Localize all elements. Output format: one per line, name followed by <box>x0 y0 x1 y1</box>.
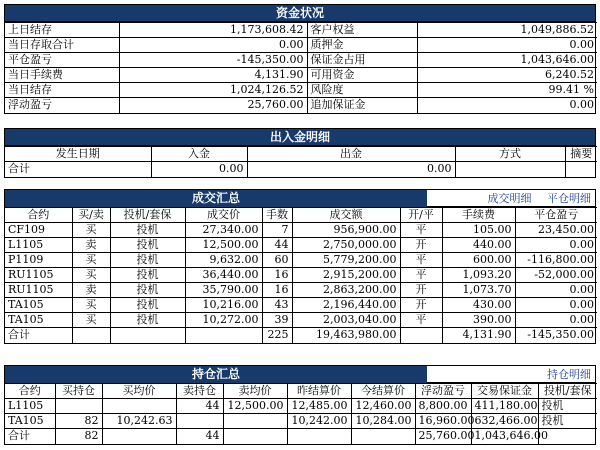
total-cell: 合计 <box>5 328 72 343</box>
table-cell: 8,800.00 <box>415 399 471 414</box>
table-cell: 买 <box>72 298 110 313</box>
col-header: 买持仓 <box>55 384 102 399</box>
col-header: 买/卖 <box>72 208 110 223</box>
table-row <box>5 283 597 298</box>
table-cell: 投机 <box>110 268 185 283</box>
trade-summary-panel <box>4 189 596 344</box>
table-cell: 开 <box>400 283 442 298</box>
position-summary-panel <box>4 365 596 445</box>
table-cell: 12,485.00 <box>287 399 351 414</box>
table-cell: 1,073.70 <box>442 283 515 298</box>
col-header: 开/平 <box>400 208 442 223</box>
table-cell: 开 <box>400 298 442 313</box>
fund-left-value: 1,173,608.42 <box>119 23 307 38</box>
table-cell: 10,242.00 <box>287 414 351 429</box>
deposit-withdraw-total-row <box>5 162 597 177</box>
table-cell: 卖 <box>72 238 110 253</box>
fund-right-value: 6,240.52 <box>417 68 597 83</box>
total-cell: 82 <box>55 429 102 444</box>
table-cell: -116,800.00 <box>515 253 597 268</box>
table-cell: 12,500.00 <box>185 238 262 253</box>
table-cell: 投机 <box>110 238 185 253</box>
fund-right-label: 可用资金 <box>307 68 417 83</box>
table-cell: L1105 <box>5 399 55 414</box>
table-cell: 买 <box>72 253 110 268</box>
table-cell: 16 <box>262 283 292 298</box>
position-summary-links <box>535 366 591 383</box>
table-cell: -52,000.00 <box>515 268 597 283</box>
col-header: 浮动盈亏 <box>415 384 471 399</box>
table-cell: 平 <box>400 313 442 328</box>
table-cell <box>223 414 287 429</box>
total-cell <box>185 328 262 343</box>
table-cell: TA105 <box>5 298 72 313</box>
table-cell: 买 <box>72 313 110 328</box>
fund-row <box>5 53 597 68</box>
table-row <box>5 414 597 429</box>
table-cell: 平 <box>400 253 442 268</box>
table-row <box>5 298 597 313</box>
fund-right-label: 客户权益 <box>307 23 417 38</box>
table-cell: 43 <box>262 298 292 313</box>
table-cell: 2,915,200.00 <box>292 268 400 283</box>
table-cell: 600.00 <box>442 253 515 268</box>
fund-right-label: 质押金 <box>307 38 417 53</box>
table-cell: 390.00 <box>442 313 515 328</box>
col-header: 入金 <box>151 147 247 162</box>
position-total-row <box>5 429 597 444</box>
deposit-withdraw-panel <box>4 128 596 178</box>
table-cell: 2,863,200.00 <box>292 283 400 298</box>
table-cell: 10,216.00 <box>185 298 262 313</box>
fund-right-label: 风险度 <box>307 83 417 98</box>
trade-summary-titlebar <box>5 190 595 207</box>
table-cell: 卖 <box>72 283 110 298</box>
table-cell <box>176 414 223 429</box>
col-header: 方式 <box>455 147 565 162</box>
col-header: 手续费 <box>442 208 515 223</box>
table-cell: 23,450.00 <box>515 223 597 238</box>
table-cell: 0.00 <box>515 313 597 328</box>
total-method <box>455 162 565 177</box>
fund-row <box>5 68 597 83</box>
table-row <box>5 253 597 268</box>
table-cell: 82 <box>55 414 102 429</box>
fund-left-label: 当日结存 <box>5 83 119 98</box>
table-cell: RU1105 <box>5 283 72 298</box>
col-header: 手数 <box>262 208 292 223</box>
col-header: 成交价 <box>185 208 262 223</box>
table-cell: 632,466.00 <box>471 414 538 429</box>
col-header: 今结算价 <box>351 384 415 399</box>
total-cell: 19,463,980.00 <box>292 328 400 343</box>
total-cell: 44 <box>176 429 223 444</box>
col-header: 卖持仓 <box>176 384 223 399</box>
table-cell: 44 <box>176 399 223 414</box>
col-header: 投机/套保 <box>110 208 185 223</box>
table-cell: 27,340.00 <box>185 223 262 238</box>
table-cell: RU1105 <box>5 268 72 283</box>
total-cell <box>351 429 415 444</box>
position-summary-title: 持仓汇总 <box>5 366 427 383</box>
fund-status-panel <box>4 4 596 114</box>
total-cell: 4,131.90 <box>442 328 515 343</box>
table-cell <box>102 399 176 414</box>
table-cell: 12,500.00 <box>223 399 287 414</box>
total-label: 合计 <box>5 162 151 177</box>
fund-row <box>5 38 597 53</box>
trade-total-row <box>5 328 597 343</box>
table-cell: TA105 <box>5 414 55 429</box>
deposit-withdraw-table <box>5 146 597 177</box>
table-row <box>5 223 597 238</box>
position-detail-link[interactable]: 持仓明细 <box>547 368 591 381</box>
table-cell: 36,440.00 <box>185 268 262 283</box>
table-row <box>5 399 597 414</box>
table-cell: 7 <box>262 223 292 238</box>
fund-left-label: 平仓盈亏 <box>5 53 119 68</box>
fund-right-label: 追加保证金 <box>307 98 417 113</box>
col-header: 买均价 <box>102 384 176 399</box>
total-cell: 合计 <box>5 429 55 444</box>
trade-detail-link[interactable]: 成交明细 <box>487 192 532 205</box>
table-row <box>5 313 597 328</box>
position-summary-table <box>5 383 597 444</box>
total-cell: 1,043,646.00 <box>471 429 538 444</box>
table-cell: 2,003,040.00 <box>292 313 400 328</box>
total-cell: 225 <box>262 328 292 343</box>
table-cell: 956,900.00 <box>292 223 400 238</box>
table-cell: 12,460.00 <box>351 399 415 414</box>
fund-right-value: 0.00 <box>417 38 597 53</box>
col-header: 交易保证金 <box>471 384 538 399</box>
table-cell: 44 <box>262 238 292 253</box>
trade-summary-table <box>5 207 597 343</box>
table-cell: 411,180.00 <box>471 399 538 414</box>
table-cell: 投机 <box>110 253 185 268</box>
fund-left-label: 当日手续费 <box>5 68 119 83</box>
table-cell <box>55 399 102 414</box>
table-cell: 10,284.00 <box>351 414 415 429</box>
table-cell: 10,272.00 <box>185 313 262 328</box>
total-cell: -145,350.00 <box>515 328 597 343</box>
total-cell <box>102 429 176 444</box>
total-cell <box>110 328 185 343</box>
deposit-withdraw-title: 出入金明细 <box>5 129 595 146</box>
fund-row <box>5 83 597 98</box>
fund-right-value: 1,049,886.52 <box>417 23 597 38</box>
total-cell <box>287 429 351 444</box>
table-cell: 投机 <box>538 414 597 429</box>
deposit-withdraw-header-row <box>5 147 597 162</box>
position-header-row <box>5 384 597 399</box>
fund-left-label: 浮动盈亏 <box>5 98 119 113</box>
table-cell: TA105 <box>5 313 72 328</box>
table-cell: 开 <box>400 238 442 253</box>
fund-left-label: 上日结存 <box>5 23 119 38</box>
table-cell: 1,093.20 <box>442 268 515 283</box>
table-cell: CF109 <box>5 223 72 238</box>
trade-summary-title: 成交汇总 <box>5 190 427 207</box>
col-header: 摘要 <box>565 147 597 162</box>
table-cell: 平 <box>400 268 442 283</box>
fund-status-table <box>5 22 597 113</box>
table-cell: 16 <box>262 268 292 283</box>
table-cell: 0.00 <box>515 238 597 253</box>
table-cell: 9,632.00 <box>185 253 262 268</box>
table-cell: 39 <box>262 313 292 328</box>
table-cell: 60 <box>262 253 292 268</box>
col-header: 合约 <box>5 208 72 223</box>
table-cell: 投机 <box>538 399 597 414</box>
col-header: 卖均价 <box>223 384 287 399</box>
total-cell: 25,760.00 <box>415 429 471 444</box>
table-cell: P1109 <box>5 253 72 268</box>
table-row <box>5 268 597 283</box>
fund-row <box>5 23 597 38</box>
fund-right-value: 0.00 <box>417 98 597 113</box>
col-header: 成交额 <box>292 208 400 223</box>
fund-right-label: 保证金占用 <box>307 53 417 68</box>
col-header: 投机/套保 <box>538 384 597 399</box>
fund-right-value: 1,043,646.00 <box>417 53 597 68</box>
total-note <box>565 162 597 177</box>
table-cell: 430.00 <box>442 298 515 313</box>
col-header: 出金 <box>247 147 455 162</box>
position-summary-titlebar <box>5 366 595 383</box>
total-cell <box>223 429 287 444</box>
table-cell: 10,242.63 <box>102 414 176 429</box>
table-cell: 5,779,200.00 <box>292 253 400 268</box>
total-cell <box>400 328 442 343</box>
col-header: 发生日期 <box>5 147 151 162</box>
trade-header-row <box>5 208 597 223</box>
close-detail-link[interactable]: 平仓明细 <box>547 192 591 205</box>
col-header: 平仓盈亏 <box>515 208 597 223</box>
table-cell: 平 <box>400 223 442 238</box>
table-cell: 投机 <box>110 298 185 313</box>
table-cell: 买 <box>72 223 110 238</box>
fund-left-value: 0.00 <box>119 38 307 53</box>
fund-left-value: 4,131.90 <box>119 68 307 83</box>
table-cell: 买 <box>72 268 110 283</box>
total-out: 0.00 <box>247 162 455 177</box>
fund-status-title: 资金状况 <box>5 5 595 22</box>
table-cell: 105.00 <box>442 223 515 238</box>
table-row <box>5 238 597 253</box>
table-cell: 投机 <box>110 283 185 298</box>
table-cell: 2,196,440.00 <box>292 298 400 313</box>
table-cell: 35,790.00 <box>185 283 262 298</box>
total-cell <box>72 328 110 343</box>
col-header: 昨结算价 <box>287 384 351 399</box>
table-cell: 投机 <box>110 313 185 328</box>
trade-summary-links <box>476 190 592 207</box>
fund-left-value: -145,350.00 <box>119 53 307 68</box>
table-cell: 投机 <box>110 223 185 238</box>
col-header: 合约 <box>5 384 55 399</box>
fund-left-value: 1,024,126.52 <box>119 83 307 98</box>
fund-left-label: 当日存取合计 <box>5 38 119 53</box>
table-cell: 2,750,000.00 <box>292 238 400 253</box>
table-cell: 440.00 <box>442 238 515 253</box>
table-cell: 0.00 <box>515 298 597 313</box>
table-cell: L1105 <box>5 238 72 253</box>
fund-right-value: 99.41 % <box>417 83 597 98</box>
table-cell: 0.00 <box>515 283 597 298</box>
fund-left-value: 25,760.00 <box>119 98 307 113</box>
total-in: 0.00 <box>151 162 247 177</box>
fund-row <box>5 98 597 113</box>
table-cell: 16,960.00 <box>415 414 471 429</box>
